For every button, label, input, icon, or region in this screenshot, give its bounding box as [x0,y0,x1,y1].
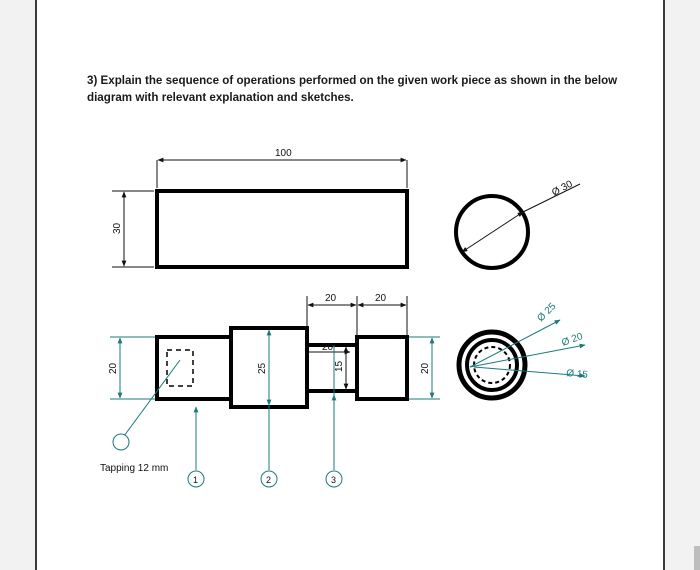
callout-2: 2 [266,475,272,485]
top-view [112,148,580,268]
length-dimension: 100 [275,148,292,159]
bottom-view [100,293,589,487]
right-height-dimension: 20 [420,362,431,374]
neck-small-dimension: 15 [334,360,345,372]
question-text: 3) Explain the sequence of operations performed on the given work piece as shown in the below diagram with relevant explanation and sketches. [87,74,618,104]
top-rectangle [157,191,407,267]
ring-inner-diameter: Ø 15 [565,368,589,381]
left-height-dimension: 20 [108,362,119,374]
left-block [157,337,231,399]
ring-mid-diameter: Ø 20 [560,331,585,349]
height-dimension: 30 [112,222,123,234]
step-length-2: 20 [375,293,387,304]
tapped-hole-hidden [167,350,193,386]
callout-1: 1 [193,475,199,485]
tapping-note: Tapping 12 mm [100,463,169,474]
circle-diameter: Ø 30 [550,178,575,199]
ring-outer-diameter: Ø 25 [535,301,559,325]
middle-diameter-dimension: 25 [257,362,268,374]
neck-dimension: 20 [322,342,334,353]
callout-3: 3 [331,475,337,485]
tapping-leader-circle [113,434,129,450]
right-block [357,337,407,399]
step-length-1: 20 [325,293,337,304]
